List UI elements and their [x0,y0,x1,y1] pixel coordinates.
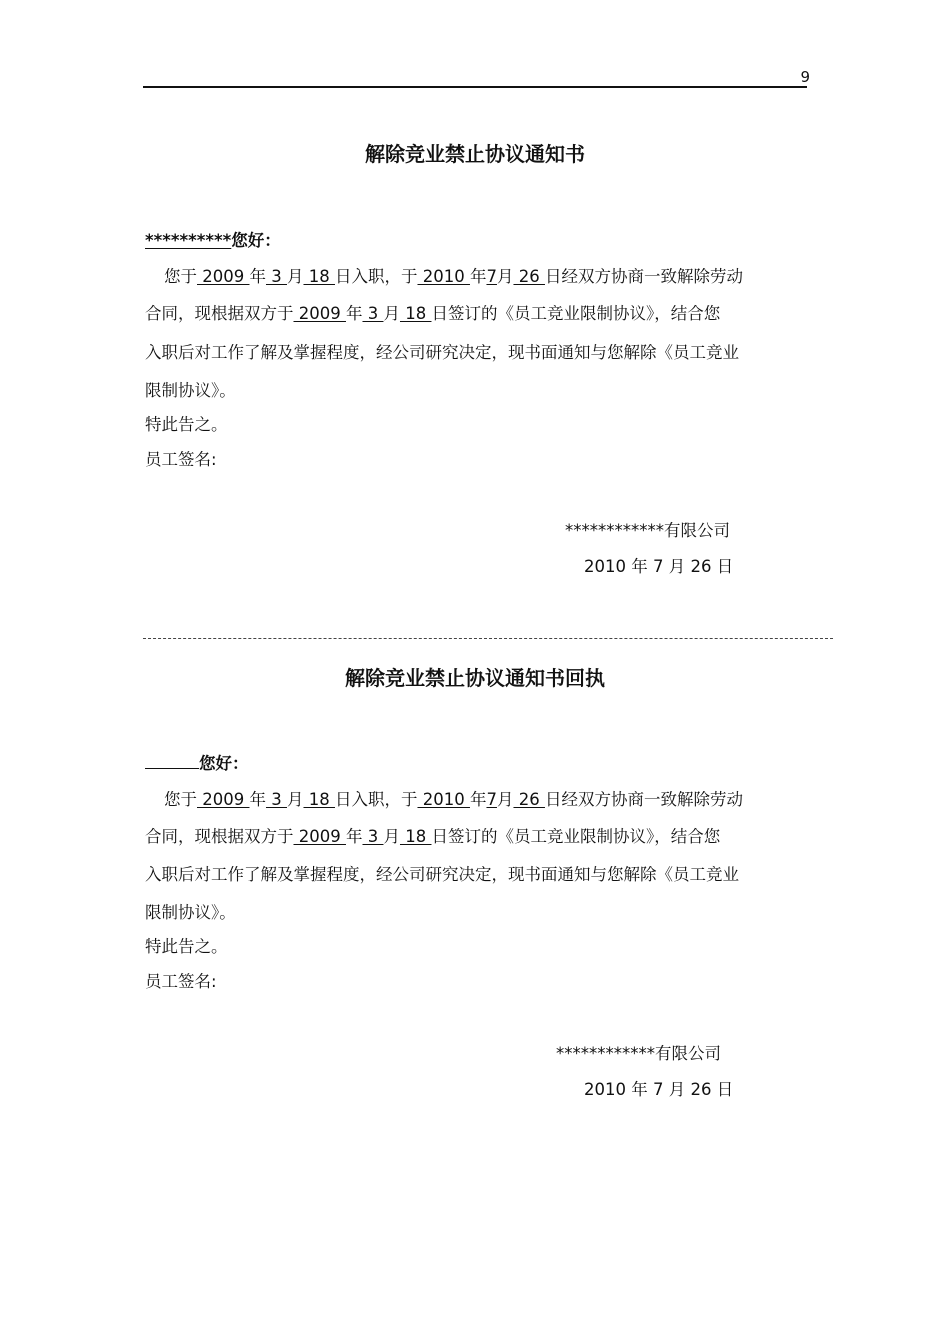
entry-month: 3 [265,790,287,809]
receipt-salutation [145,750,249,774]
notice-body-line-3: 入职后对工作了解及掌握程度，经公司研究决定，现书面通知与您解除《员工竞业 [145,343,739,362]
entry-year: 2009 [197,790,250,809]
notice-body-line-1: 您于 2009 年 3 月 18 日入职，于 2010 年7月 26 日经双方协商一致解除劳动 [164,267,743,286]
termination-year: 2010 [417,267,470,286]
receipt-employee-signature: 员工签名: [145,972,217,991]
header-rule [143,86,807,88]
receipt-body-line-4: 限制协议》。 [145,903,236,922]
agreement-day: 18 [399,827,432,846]
receipt-body-line-1: 您于 2009 年 3 月 18 日入职，于 2010 年7月 26 日经双方协商一致解除劳动 [164,790,743,809]
agreement-year: 2009 [293,827,346,846]
name-blank [145,754,199,769]
notice-body-line-2: 合同，现根据双方于 2009 年 3 月 18 日签订的《员工竞业限制协议》，结合您 [145,304,721,323]
entry-month: 3 [265,267,287,286]
receipt-body-line-2: 合同，现根据双方于 2009 年 3 月 18 日签订的《员工竞业限制协议》，结合您 [145,827,721,846]
salutation-text: 您好： [231,231,281,250]
receipt-closing: 特此告之。 [145,937,228,956]
notice-salutation [145,227,281,251]
notice-body-line-4: 限制协议》。 [145,381,236,400]
agreement-month: 3 [362,304,384,323]
termination-month: 7 [486,790,497,809]
notice-title: 解除竞业禁止协议通知书 [365,142,585,166]
entry-year: 2009 [197,267,250,286]
receipt-body-line-3: 入职后对工作了解及掌握程度，经公司研究决定，现书面通知与您解除《员工竞业 [145,865,739,884]
notice-employee-signature: 员工签名: [145,450,217,469]
agreement-day: 18 [399,304,432,323]
agreement-year: 2009 [293,304,346,323]
receipt-date: 2010 年 7 月 26 日 [584,1080,734,1099]
agreement-month: 3 [362,827,384,846]
cut-line [143,638,833,639]
receipt-title: 解除竞业禁止协议通知书回执 [345,666,605,690]
salutation-text: 您好： [199,754,249,773]
salutation-mask: ********** [145,231,232,250]
notice-closing: 特此告之。 [145,415,228,434]
termination-day: 26 [513,267,545,286]
entry-day: 18 [303,267,335,286]
notice-date: 2010 年 7 月 26 日 [584,557,734,576]
termination-day: 26 [513,790,545,809]
termination-year: 2010 [417,790,470,809]
notice-company: ************有限公司 [565,521,730,540]
page-number: 9 [800,68,810,86]
entry-day: 18 [303,790,335,809]
receipt-company: ************有限公司 [556,1044,721,1063]
termination-month: 7 [486,267,497,286]
